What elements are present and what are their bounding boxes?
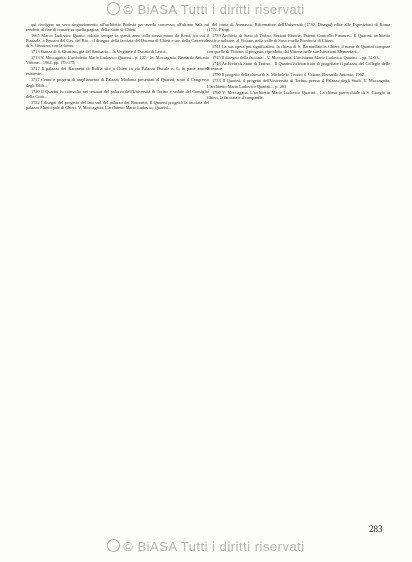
page-number: 283	[369, 524, 383, 534]
copyright-mark-icon	[107, 2, 120, 15]
left-paragraphs	[26, 22, 209, 110]
paragraph: 1713 Stanza di S. Giustino, già del Santuario... la Vergine e il Ducato di Lerici.	[31, 49, 167, 55]
paragraph: 1748 Archivio di Stato di Torino... Il Quarini fu incaricato di progettare il palazzo del Collegio delle Province.	[207, 61, 390, 72]
paragraph: del conte di Avenasco, Riformatore dell'Università (1730, Disegni) edite alle Esposizioni di Roma (1771, Parigi...	[207, 22, 390, 33]
paragraph: 1760 V. Moccagatta, L'architetto Mario Ludovico Quarini... La chiesa parrocchiale di S. Giorgio in Chieri, la facciata e il campanile.	[207, 89, 390, 100]
paragraph: qui rivolgere un vero ringraziamento all'architetto Podestà per averlo concesso; all'ultimo Sala mi renderà, al fine di tornare su quella pagina, dello Stato di Chieti.	[26, 22, 209, 33]
paragraph: 1665 Marco Ludovico Quarto, ridotto sempre in questi anni colla stessa mano da Rossi, tra cui il Piazzale, a Pescara del Cav. del Rio... il disegno della facciata del Duomo di Chieti e tav. della Cattedrale di S. Giustino, con la firma.	[26, 33, 209, 49]
paragraph: 1713 V. Moccagatta, L'architetto Mario Ludovico Quarini... p. 107 - In: Moccagatta, Bernardo Antonio Vittone... 1962, pp. 173-175.	[26, 55, 209, 66]
left-text-column	[26, 22, 209, 540]
watermark-text: © BiASA Tutti i diritti riservati	[123, 2, 305, 17]
paragraph: 1717 Cenni e progetti di ampliamento di Palazzo Madama presentati al Quarini, sotto il Congresso degli Edili...	[26, 77, 209, 88]
paragraph: 1720 Il Quarini fu coinvolto nei restauri del palazzo dell'Università di Torino e sedute del Consiglio della Città...	[26, 88, 209, 99]
paragraph: 1722 I disegni del progetto del lato sud del palazzo dei Baronetti, Il Quarini progettò la facciata del palazzo Municipale di Chieri. V. Moccagatta, L'architetto Mario Ludovico Quarini...	[26, 99, 209, 110]
watermark-text: © BiASA Tutti i diritti riservati	[123, 539, 305, 554]
paragraph: 1750 Il progetto della chiesa di S. Michele in Torino; il Vittone, Bernardo Antonio, 1962.	[212, 72, 365, 78]
paragraph: 1741 La sua opera più significativa: la chiesa di S. Bernardino in Chieri; il nome di Quarini compare con quello di Vittone; il progetto, riprodotto dal Vittone nelle sue Istruzioni Elementari...	[207, 44, 390, 55]
watermark-bottom	[0, 539, 412, 554]
watermark-top	[0, 2, 412, 17]
paragraph: 1745 Il disegno della facciata... V. Moccagatta, L'architetto Mario Ludovico Quarini..., pp. 51-53.	[212, 55, 380, 61]
copyright-mark-icon	[107, 539, 120, 552]
right-text-column	[207, 22, 390, 540]
paragraph: 1739 Archivio di Stato di Torino, Sezioni Riunite, Patenti Controllo Finanze... Il Quarini, architetto civile e militare; al Vittone, nella valle di Susa e nella Provincia di Chieri.	[207, 33, 390, 44]
paragraph: 1717 Il palazzo dei Baronetti di Ruffia sito a Chieri in via Palazzo Ducale n. 6; in parte ancora esistente...	[26, 66, 209, 77]
right-paragraphs	[207, 22, 390, 100]
paragraph: 1753 Il Quarini, il progetto dell'Università di Torino, presso il Palazzo degli Studi. V. Moccagatta, L'architetto Mario Ludovico Quarini..., p. 283.	[207, 78, 390, 89]
